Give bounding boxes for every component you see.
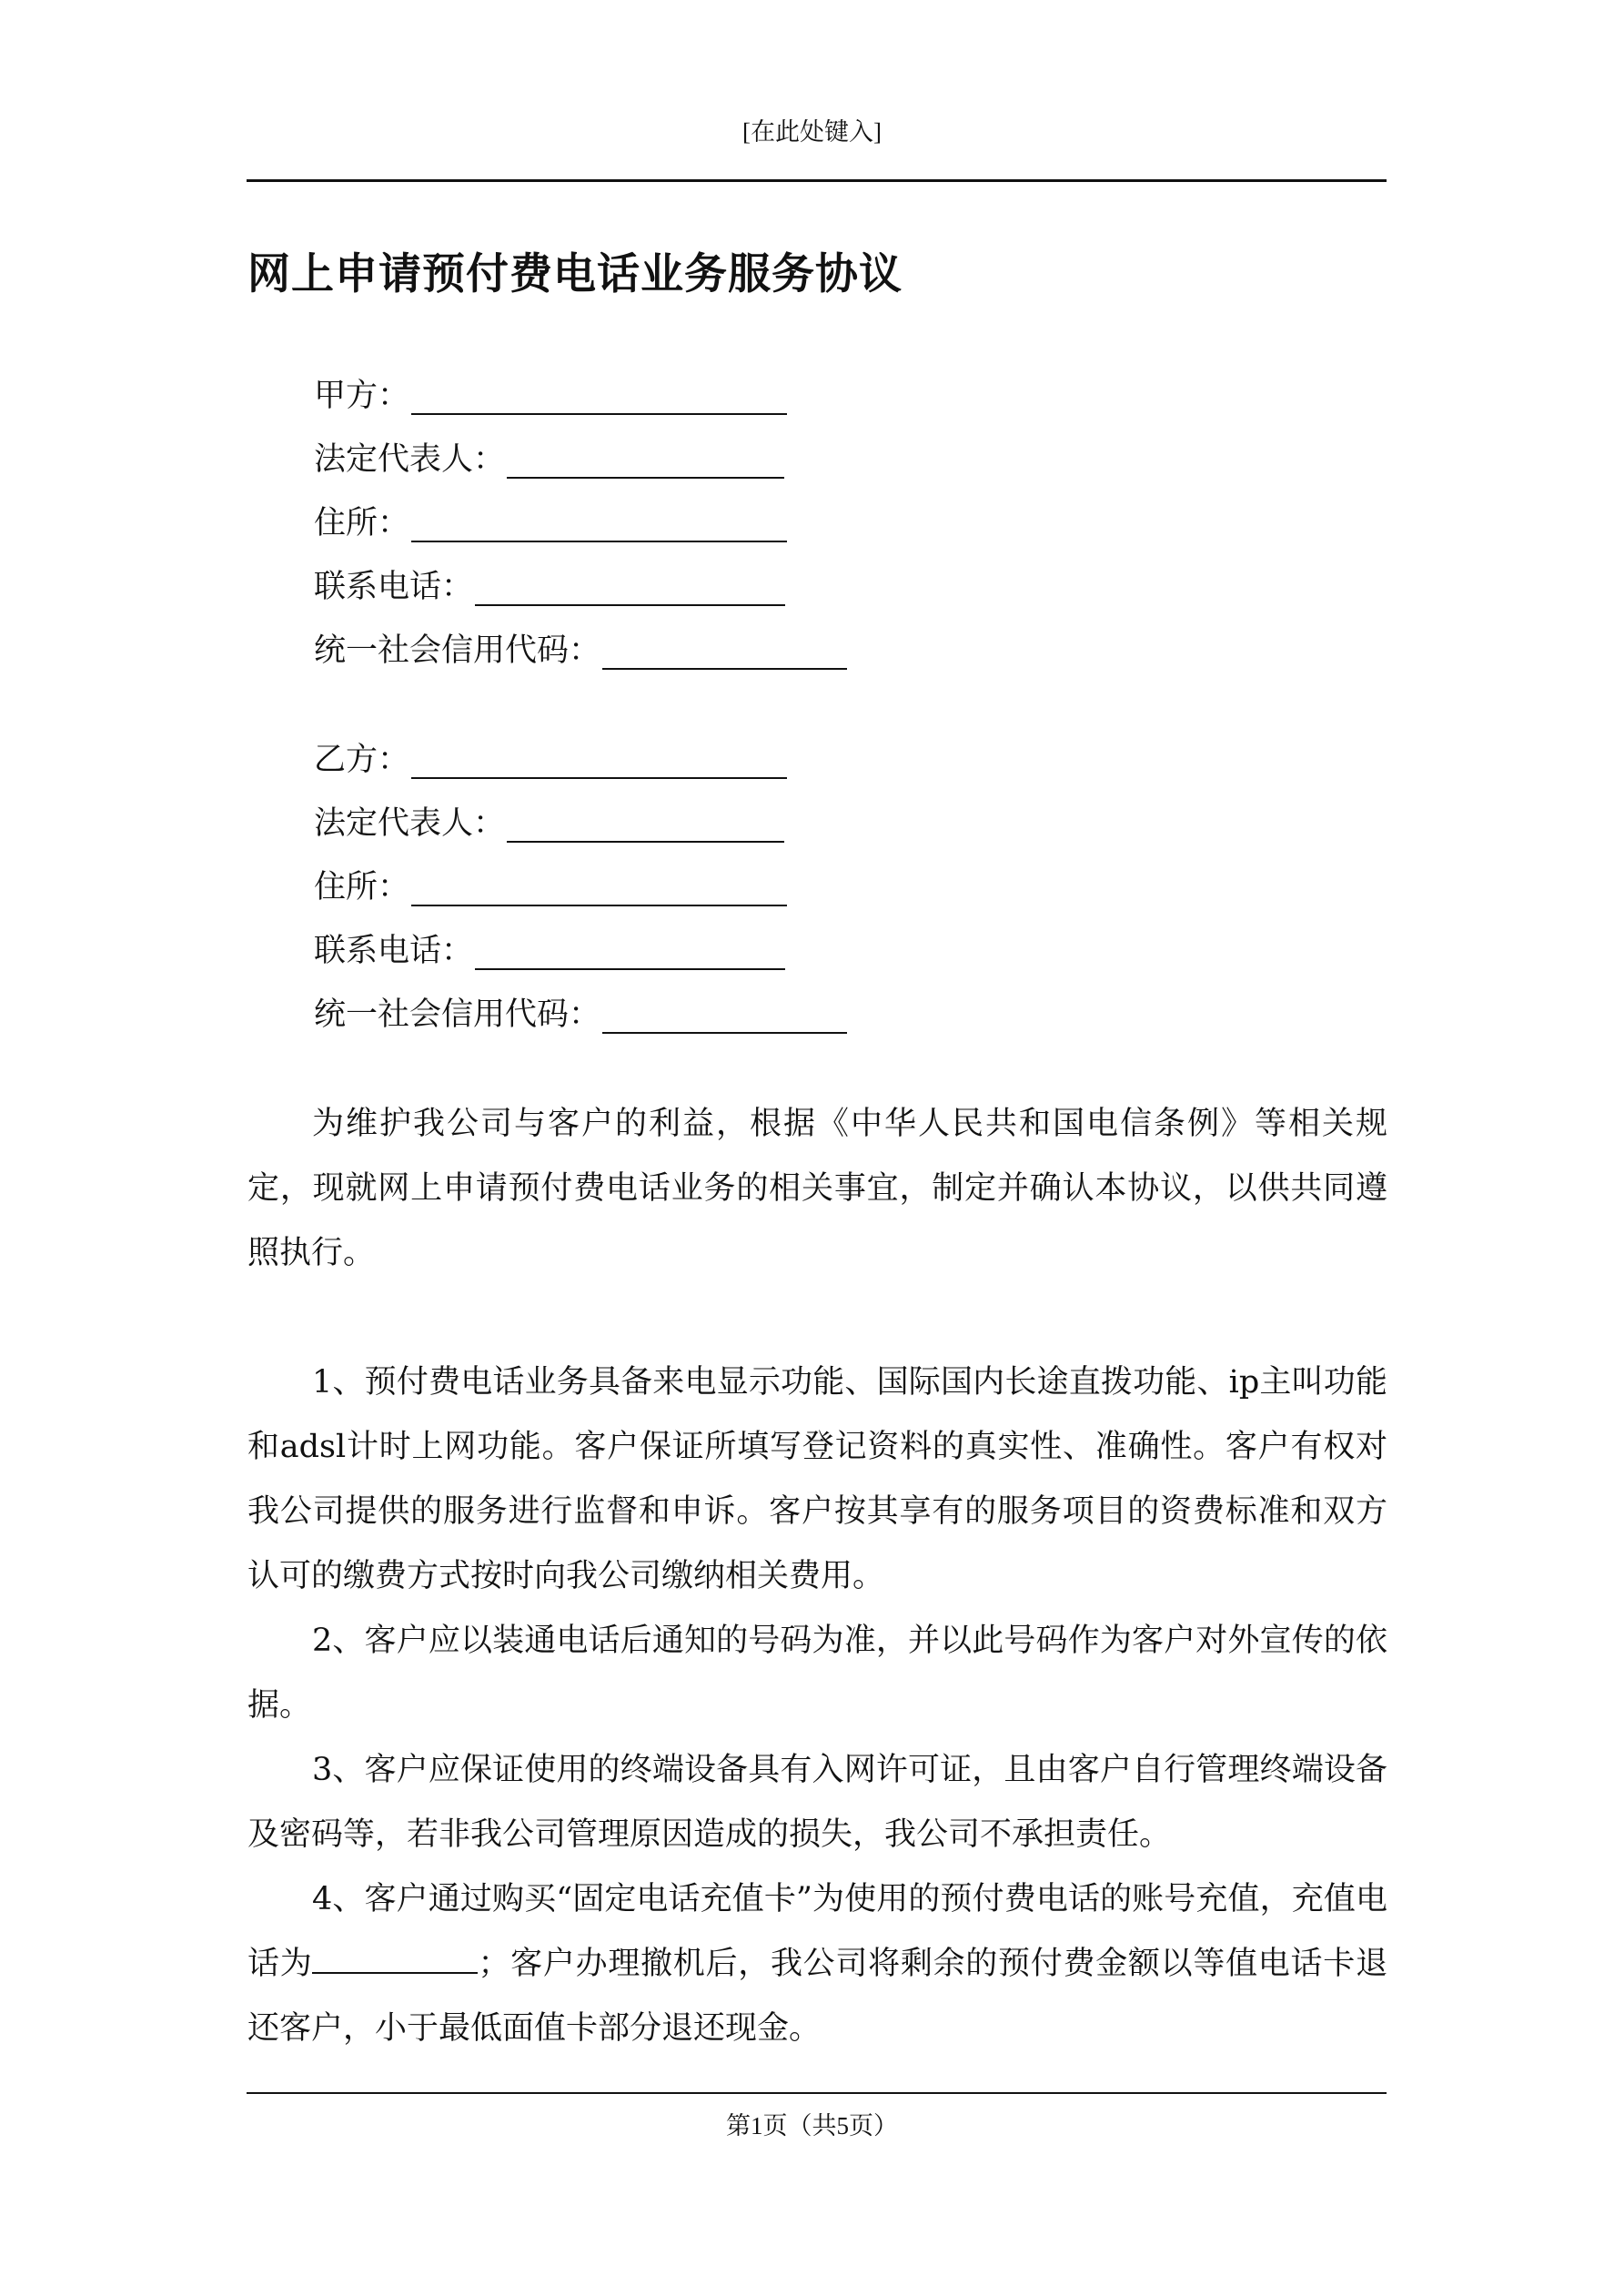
party-a-code-blank[interactable] — [602, 632, 847, 670]
party-a-address-field — [314, 491, 847, 555]
intro-paragraph: 为维护我公司与客户的利益，根据《中华人民共和国电信条例》等相关规定，现就网上申请预付费电话业务的相关事宜，制定并确认本协议，以供共同遵照执行。 — [247, 1106, 1387, 1271]
recharge-phone-blank[interactable] — [312, 1939, 478, 1974]
field-label: 法定代表人： — [314, 805, 506, 842]
agreement-body — [247, 1092, 1387, 2061]
field-label: 统一社会信用代码： — [314, 996, 601, 1033]
party-b-phone-field — [314, 919, 847, 983]
header-divider — [247, 179, 1387, 182]
clause-3: 3、客户应保证使用的终端设备具有入网许可证，且由客户自行管理终端设备及密码等，若非我公司管理原因造成的损失，我公司不承担责任。 — [247, 1752, 1387, 1853]
party-a-name-blank[interactable] — [411, 377, 787, 415]
clause-4-text-before: 4、客户通过购买“固定电话充值卡”为使用的预付费电话的账号充值，充值电话为 — [247, 1881, 1387, 1982]
field-label: 法定代表人： — [314, 441, 506, 478]
field-label: 统一社会信用代码： — [314, 632, 601, 669]
party-a-phone-field — [314, 555, 847, 619]
clause-4-text-after: ；客户办理撤机后，我公司将剩余的预付费金额以等值电话卡退还客户，小于最低面值卡部分退还现金。 — [247, 1946, 1387, 2047]
party-b-name-field — [314, 728, 847, 792]
document-title: 网上申请预付费电话业务服务协议 — [247, 249, 903, 299]
party-b-phone-blank[interactable] — [475, 932, 785, 970]
party-a-phone-blank[interactable] — [475, 568, 785, 606]
party-b-address-blank[interactable] — [411, 868, 787, 906]
clause-1: 1、预付费电话业务具备来电显示功能、国际国内长途直拨功能、ip主叫功能和adsl计时上网功能。客户保证所填写登记资料的真实性、准确性。客户有权对我公司提供的服务进行监督和申诉。客户按其享有的服务项目的资费标准和双方认可的缴费方式按时向我公司缴纳相关费用。 — [247, 1364, 1387, 1594]
party-b-address-field — [314, 855, 847, 919]
party-a-name-field — [314, 364, 847, 428]
clause-4 — [247, 1867, 1387, 2061]
party-a-address-blank[interactable] — [411, 504, 787, 542]
party-b-rep-field — [314, 792, 847, 855]
field-label: 联系电话： — [314, 569, 474, 605]
field-label: 住所： — [314, 505, 410, 541]
page-header: [在此处键入] — [742, 118, 882, 146]
party-a-rep-blank[interactable] — [507, 440, 784, 479]
clause-2: 2、客户应以装通电话后通知的号码为准，并以此号码作为客户对外宣传的依据。 — [247, 1623, 1387, 1724]
field-label: 联系电话： — [314, 933, 474, 969]
party-a-rep-field — [314, 428, 847, 491]
field-label: 乙方： — [314, 742, 410, 778]
party-a-section — [314, 364, 847, 683]
field-label: 甲方： — [314, 378, 410, 414]
page-number: 第1页（共5页） — [726, 2112, 898, 2139]
party-b-section — [314, 728, 847, 1047]
footer-divider — [247, 2092, 1387, 2094]
party-b-rep-blank[interactable] — [507, 804, 784, 843]
party-b-code-field — [314, 983, 847, 1047]
party-b-code-blank[interactable] — [602, 996, 847, 1034]
field-label: 住所： — [314, 869, 410, 905]
party-a-code-field — [314, 619, 847, 683]
party-b-name-blank[interactable] — [411, 741, 787, 779]
